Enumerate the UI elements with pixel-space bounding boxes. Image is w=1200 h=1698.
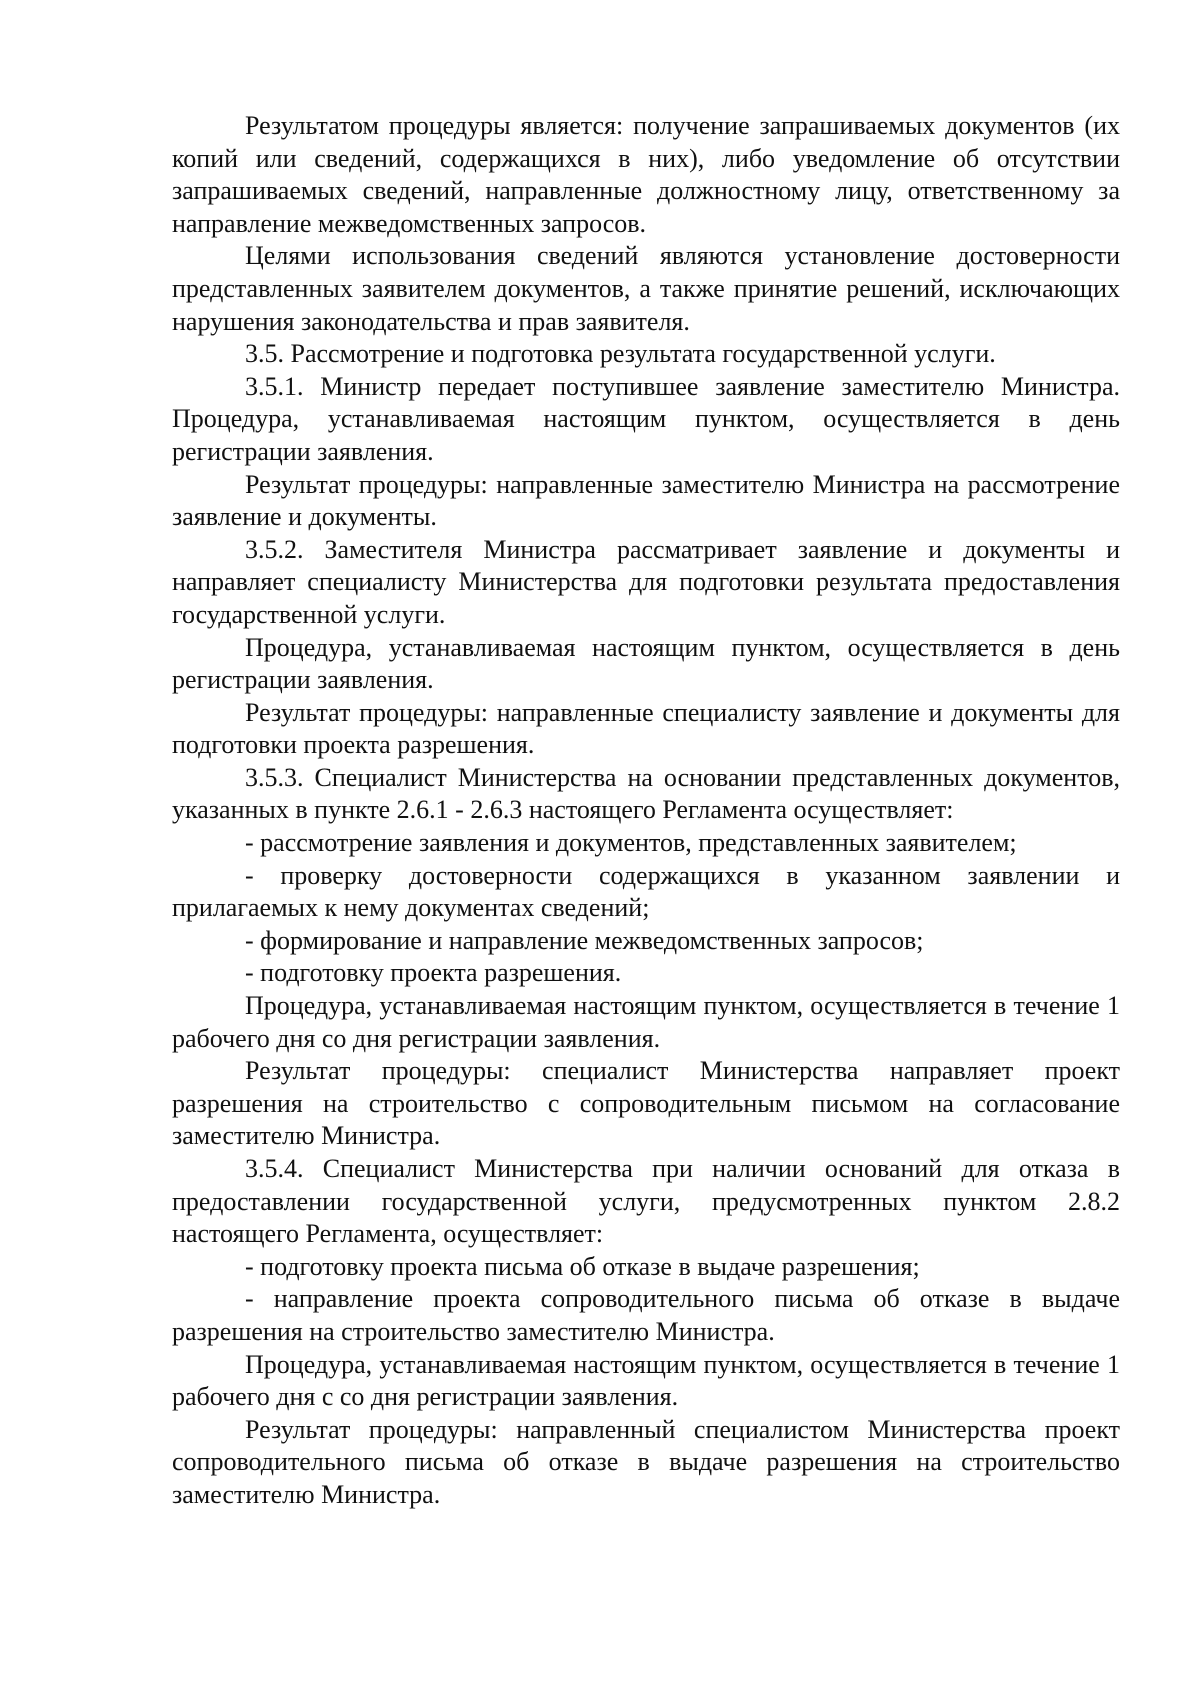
paragraph-result-3-5-3: Результат процедуры: специалист Министерства направляет проект разрешения на строительство с сопроводительным письмом на согласование заместителю Министра. xyxy=(172,1056,1120,1151)
paragraph-3-5-3: 3.5.3. Специалист Министерства на основании представленных документов, указанных в пункте 2.6.1 - 2.6.3 настоящего Регламента осуществляет: xyxy=(172,762,1120,825)
paragraph-3-5-2: 3.5.2. Заместителя Министра рассматривает заявление и документы и направляет специалисту Министерства для подготовки результата предоставления государственной услуги. xyxy=(172,534,1120,629)
list-item: - направление проекта сопроводительного письма об отказе в выдаче разрешения на строительство заместителю Министра. xyxy=(172,1284,1120,1346)
list-item: - проверку достоверности содержащихся в указанном заявлении и прилагаемых к нему документах сведений; xyxy=(172,860,1120,923)
paragraph-3-5-1: 3.5.1. Министр передает поступившее заявление заместителю Министра. Процедура, устанавливаемая настоящим пунктом, осуществляется в день регистрации заявления. xyxy=(172,371,1120,466)
paragraph-result-3-5-1: Результат процедуры: направленные заместителю Министра на рассмотрение заявление и документы. xyxy=(172,469,1120,532)
paragraph-3-5-4: 3.5.4. Специалист Министерства при наличии оснований для отказа в предоставлении государственной услуги, предусмотренных пунктом 2.8.2 настоящего Регламента, осуществляет: xyxy=(172,1154,1120,1249)
section-heading-3-5: 3.5. Рассмотрение и подготовка результата государственной услуги. xyxy=(245,339,996,369)
paragraph-result-3-5-4: Результат процедуры: направленный специалистом Министерства проект сопроводительного письма об отказе в выдаче разрешения на строительство заместителю Министра. xyxy=(172,1414,1120,1509)
document-page xyxy=(172,110,1120,1512)
paragraph-procedure-3-5-4: Процедура, устанавливаемая настоящим пунктом, осуществляется в течение 1 рабочего дня с со дня регистрации заявления. xyxy=(172,1349,1120,1412)
list-item: - рассмотрение заявления и документов, представленных заявителем; xyxy=(245,828,1017,858)
list-item: - подготовку проекта письма об отказе в выдаче разрешения; xyxy=(245,1251,920,1281)
list-item: - формирование и направление межведомственных запросов; xyxy=(245,925,924,955)
paragraph-procedure-3-5-2: Процедура, устанавливаемая настоящим пунктом, осуществляется в день регистрации заявления. xyxy=(172,632,1120,695)
list-item: - подготовку проекта разрешения. xyxy=(245,958,622,988)
paragraph-result-request: Результатом процедуры является: получение запрашиваемых документов (их копий или сведений, содержащихся в них), либо уведомление об отсутствии запрашиваемых сведений, направленные должностному лицу, ответственному за направление межведомственных запросов. xyxy=(172,111,1120,238)
paragraph-result-3-5-2: Результат процедуры: направленные специалисту заявление и документы для подготовки проекта разрешения. xyxy=(172,697,1120,760)
paragraph-procedure-3-5-3: Процедура, устанавливаемая настоящим пунктом, осуществляется в течение 1 рабочего дня со дня регистрации заявления. xyxy=(172,991,1120,1053)
paragraph-purpose: Целями использования сведений являются установление достоверности представленных заявителем документов, а также принятие решений, исключающих нарушения законодательства и прав заявителя. xyxy=(172,241,1120,336)
